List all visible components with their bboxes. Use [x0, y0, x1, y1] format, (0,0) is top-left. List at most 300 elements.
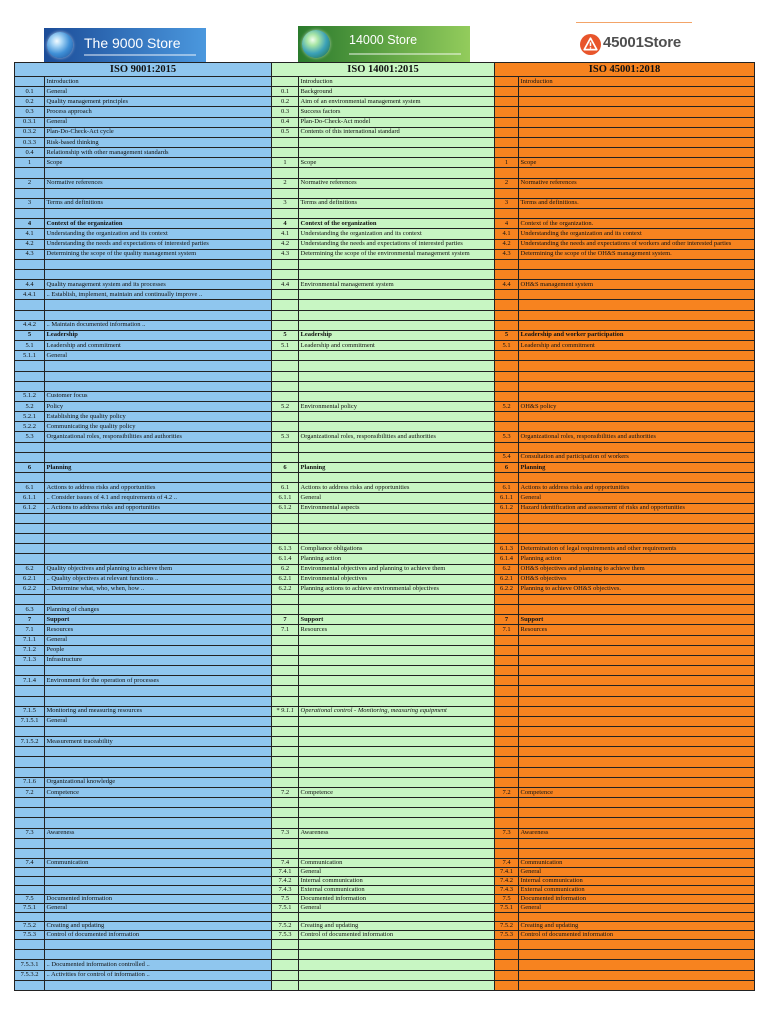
iso9001-clause-number: 0.3.3	[15, 138, 45, 148]
iso9001-clause-number	[15, 473, 45, 483]
iso9001-clause-title: Competence	[45, 788, 272, 798]
logo-tagline	[84, 54, 196, 56]
table-row	[15, 432, 755, 442]
iso45001-clause-number	[495, 443, 519, 453]
iso14001-clause-number: 0.2	[272, 97, 299, 107]
iso45001-clause-title	[519, 138, 755, 148]
iso45001-clause-title: Planning to achieve OH&S objectives.	[519, 585, 755, 595]
iso45001-clause-title	[519, 361, 755, 371]
iso45001-clause-number	[495, 768, 519, 778]
iso45001-clause-title	[519, 473, 755, 483]
iso45001-clause-number	[495, 656, 519, 666]
table-row	[15, 107, 755, 117]
iso9001-clause-title: General	[45, 351, 272, 361]
iso14001-clause-title: General	[299, 868, 495, 877]
iso45001-clause-title	[519, 757, 755, 767]
iso14001-clause-title	[299, 981, 495, 991]
table-row	[15, 392, 755, 402]
iso9001-clause-number	[15, 877, 45, 886]
iso45001-clause-title: Determination of legal requirements and other requirements	[519, 544, 755, 554]
iso45001-clause-title: Introduction	[519, 77, 755, 87]
iso9001-clause-number: 6.2	[15, 565, 45, 575]
table-row	[15, 554, 755, 564]
table-row	[15, 747, 755, 757]
iso14001-clause-title	[299, 757, 495, 767]
iso14001-clause-number	[272, 808, 299, 818]
iso14001-clause-title: Control of documented information	[299, 931, 495, 940]
table-row	[15, 290, 755, 300]
iso9001-clause-title: Planning of changes	[45, 605, 272, 615]
iso45001-clause-number: 7.5.3	[495, 931, 519, 940]
iso9001-clause-number	[15, 849, 45, 859]
iso14001-clause-number	[272, 717, 299, 727]
iso45001-clause-title: Normative references	[519, 179, 755, 189]
iso14001-clause-title	[299, 443, 495, 453]
iso9001-clause-title: Quality management principles	[45, 97, 272, 107]
iso45001-clause-title: Internal communication	[519, 877, 755, 886]
iso14001-clause-number	[272, 168, 299, 178]
iso45001-clause-number	[495, 168, 519, 178]
iso9001-clause-number	[15, 686, 45, 696]
iso9001-clause-number	[15, 697, 45, 707]
iso14001-clause-title	[299, 290, 495, 300]
iso45001-clause-title: Planning action	[519, 554, 755, 564]
iso9001-clause-title	[45, 534, 272, 544]
iso14001-clause-number	[272, 747, 299, 757]
iso14001-clause-number: 7	[272, 615, 299, 625]
iso14001-clause-number	[272, 798, 299, 808]
iso14001-clause-number	[272, 189, 299, 199]
iso45001-clause-number	[495, 118, 519, 128]
table-row	[15, 422, 755, 432]
iso9001-clause-title	[45, 877, 272, 886]
iso14001-header: ISO 14001:2015	[272, 63, 495, 77]
table-row	[15, 625, 755, 635]
iso9001-clause-number: 0.3.2	[15, 128, 45, 138]
table-row	[15, 331, 755, 341]
iso14001-clause-number: 4.3	[272, 250, 299, 260]
iso45001-clause-title	[519, 697, 755, 707]
iso45001-clause-number	[495, 382, 519, 392]
iso14001-clause-number: 7.5.1	[272, 904, 299, 913]
iso9001-clause-title: .. Determine what, who, when, how ..	[45, 585, 272, 595]
iso9001-clause-number: 5.1.2	[15, 392, 45, 402]
iso9001-clause-number: 4.4.2	[15, 321, 45, 331]
iso9001-clause-number: 7.1.5.2	[15, 737, 45, 747]
iso14001-clause-title	[299, 473, 495, 483]
iso45001-clause-number	[495, 372, 519, 382]
iso14001-clause-number: 7.4.2	[272, 877, 299, 886]
table-row	[15, 595, 755, 605]
iso45001-clause-number: 6.2.1	[495, 575, 519, 585]
iso45001-clause-number: 2	[495, 179, 519, 189]
iso9001-clause-title: Scope	[45, 158, 272, 168]
iso45001-clause-title	[519, 849, 755, 859]
logo-45001-store	[576, 22, 692, 61]
iso14001-clause-title	[299, 595, 495, 605]
iso14001-clause-number	[272, 768, 299, 778]
iso9001-clause-number	[15, 260, 45, 270]
iso45001-clause-number	[495, 300, 519, 310]
iso9001-clause-number: 0.2	[15, 97, 45, 107]
iso9001-clause-number	[15, 595, 45, 605]
iso45001-clause-number	[495, 514, 519, 524]
iso14001-clause-number	[272, 646, 299, 656]
table-row	[15, 676, 755, 686]
iso45001-clause-title	[519, 321, 755, 331]
iso45001-clause-title	[519, 168, 755, 178]
iso14001-clause-number	[272, 290, 299, 300]
iso45001-clause-number	[495, 290, 519, 300]
iso14001-clause-number: 6.2	[272, 565, 299, 575]
iso14001-clause-number	[272, 757, 299, 767]
iso9001-clause-title: Understanding the organization and its context	[45, 229, 272, 239]
iso45001-clause-number	[495, 808, 519, 818]
iso9001-clause-title	[45, 382, 272, 392]
iso14001-clause-title: Plan-Do-Check-Act model	[299, 118, 495, 128]
iso14001-clause-title	[299, 839, 495, 849]
iso9001-clause-number: 7.4	[15, 859, 45, 868]
iso9001-clause-title	[45, 453, 272, 463]
iso45001-clause-title: External communication	[519, 886, 755, 895]
table-row	[15, 168, 755, 178]
iso9001-clause-title: Plan-Do-Check-Act cycle	[45, 128, 272, 138]
iso9001-clause-title	[45, 768, 272, 778]
iso9001-clause-title: Communication	[45, 859, 272, 868]
iso9001-clause-title: Quality objectives and planning to achieve them	[45, 565, 272, 575]
iso9001-clause-title: Support	[45, 615, 272, 625]
iso9001-clause-title: Creating and updating	[45, 922, 272, 931]
iso9001-clause-number	[15, 727, 45, 737]
table-row	[15, 453, 755, 463]
iso9001-clause-number	[15, 886, 45, 895]
iso45001-clause-title: Understanding the needs and expectations of workers and other interested parties	[519, 240, 755, 250]
iso9001-clause-number: 7.5.1	[15, 904, 45, 913]
table-row	[15, 849, 755, 859]
logo-14000-store	[298, 26, 470, 62]
iso9001-clause-title	[45, 839, 272, 849]
iso9001-clause-number: 7.5.2	[15, 922, 45, 931]
iso9001-clause-title: Understanding the needs and expectations of interested parties	[45, 240, 272, 250]
iso9001-clause-title: Context of the organization	[45, 219, 272, 229]
iso9001-header: ISO 9001:2015	[15, 63, 272, 77]
iso45001-clause-number	[495, 666, 519, 676]
table-row	[15, 138, 755, 148]
iso45001-clause-title	[519, 260, 755, 270]
iso45001-clause-title	[519, 960, 755, 970]
iso9001-clause-number: 4	[15, 219, 45, 229]
logo-9000-store	[44, 28, 206, 62]
iso45001-clause-title: Understanding the organization and its context	[519, 229, 755, 239]
iso45001-clause-title	[519, 818, 755, 828]
iso45001-clause-number	[495, 950, 519, 960]
iso14001-clause-number: 0.4	[272, 118, 299, 128]
iso45001-clause-number	[495, 646, 519, 656]
iso9001-clause-title: General	[45, 904, 272, 913]
iso9001-clause-number: 5.1.1	[15, 351, 45, 361]
iso45001-clause-title: OH&S objectives	[519, 575, 755, 585]
iso14001-clause-title: Operational control - Monitoring, measuring equipment	[299, 707, 495, 717]
iso14001-clause-title	[299, 453, 495, 463]
iso9001-clause-title	[45, 473, 272, 483]
iso14001-clause-title: External communication	[299, 886, 495, 895]
iso9001-clause-number	[15, 808, 45, 818]
iso9001-clause-number	[15, 747, 45, 757]
iso9001-clause-title	[45, 260, 272, 270]
table-row	[15, 717, 755, 727]
logo-tagline	[349, 53, 461, 55]
iso45001-clause-number	[495, 717, 519, 727]
iso45001-clause-title	[519, 382, 755, 392]
iso45001-clause-title	[519, 950, 755, 960]
iso9001-clause-number: 7.1.5.1	[15, 717, 45, 727]
warning-triangle-icon	[580, 34, 601, 55]
iso14001-clause-number	[272, 595, 299, 605]
iso9001-clause-title: Environment for the operation of processes	[45, 676, 272, 686]
iso45001-clause-number: 6.2	[495, 565, 519, 575]
iso45001-clause-number	[495, 128, 519, 138]
iso14001-clause-number	[272, 372, 299, 382]
table-row	[15, 128, 755, 138]
iso9001-clause-title: Communicating the quality policy	[45, 422, 272, 432]
iso45001-clause-number: 6.1.4	[495, 554, 519, 564]
iso14001-clause-number	[272, 392, 299, 402]
iso45001-clause-number	[495, 737, 519, 747]
iso45001-clause-number: 1	[495, 158, 519, 168]
table-body	[15, 77, 755, 991]
iso9001-clause-title: Process approach	[45, 107, 272, 117]
iso45001-clause-number: 4	[495, 219, 519, 229]
table-row	[15, 240, 755, 250]
iso14001-clause-number: 6.1.4	[272, 554, 299, 564]
iso14001-clause-title: Background	[299, 87, 495, 97]
iso14001-clause-title: Communication	[299, 859, 495, 868]
iso45001-clause-title	[519, 372, 755, 382]
iso45001-clause-number	[495, 676, 519, 686]
iso9001-clause-number	[15, 839, 45, 849]
iso45001-clause-title	[519, 290, 755, 300]
table-row	[15, 839, 755, 849]
iso9001-clause-number: 0.3.1	[15, 118, 45, 128]
iso45001-clause-number	[495, 351, 519, 361]
iso14001-clause-number	[272, 950, 299, 960]
iso45001-clause-number: 5.3	[495, 432, 519, 442]
table-row	[15, 565, 755, 575]
iso14001-clause-number: 2	[272, 179, 299, 189]
iso14001-clause-number	[272, 534, 299, 544]
iso14001-clause-title	[299, 768, 495, 778]
table-row	[15, 361, 755, 371]
table-row	[15, 737, 755, 747]
iso9001-clause-title	[45, 189, 272, 199]
table-row	[15, 615, 755, 625]
iso45001-clause-number: 7	[495, 615, 519, 625]
iso9001-clause-number	[15, 382, 45, 392]
iso9001-clause-title	[45, 372, 272, 382]
iso45001-clause-number: 7.4.2	[495, 877, 519, 886]
iso45001-clause-title	[519, 768, 755, 778]
iso45001-clause-number: 7.4.1	[495, 868, 519, 877]
iso45001-clause-number: 6	[495, 463, 519, 473]
iso9001-clause-title	[45, 757, 272, 767]
iso14001-clause-title	[299, 382, 495, 392]
iso9001-clause-number: 7.5.3.1	[15, 960, 45, 970]
iso9001-clause-title	[45, 981, 272, 991]
iso45001-clause-number	[495, 707, 519, 717]
iso14001-clause-title: Determining the scope of the environmental management system	[299, 250, 495, 260]
table-row	[15, 209, 755, 219]
iso45001-clause-number: 7.4	[495, 859, 519, 868]
iso14001-clause-title	[299, 412, 495, 422]
iso45001-clause-title	[519, 717, 755, 727]
iso14001-clause-number: 4.4	[272, 280, 299, 290]
table-row	[15, 895, 755, 904]
iso45001-clause-title: Resources	[519, 625, 755, 635]
iso9001-clause-number	[15, 300, 45, 310]
iso9001-clause-number	[15, 913, 45, 922]
table-row	[15, 697, 755, 707]
iso9001-clause-number: 7.5.3.2	[15, 971, 45, 981]
iso45001-clause-title	[519, 971, 755, 981]
iso45001-clause-title	[519, 595, 755, 605]
iso45001-clause-number	[495, 534, 519, 544]
iso45001-clause-number	[495, 392, 519, 402]
iso45001-clause-number	[495, 940, 519, 950]
iso45001-clause-number	[495, 189, 519, 199]
iso14001-clause-title	[299, 697, 495, 707]
iso9001-clause-number: 7.1.1	[15, 636, 45, 646]
iso14001-clause-number: 6.1.1	[272, 493, 299, 503]
iso9001-clause-number: 7.1.6	[15, 778, 45, 788]
iso9001-clause-number: 0.1	[15, 87, 45, 97]
iso9001-clause-number: 7	[15, 615, 45, 625]
iso45001-clause-title: Leadership and worker participation	[519, 331, 755, 341]
iso45001-clause-number	[495, 107, 519, 117]
table-row	[15, 372, 755, 382]
iso14001-clause-title	[299, 311, 495, 321]
iso9001-clause-title	[45, 544, 272, 554]
iso14001-clause-title	[299, 849, 495, 859]
iso9001-clause-title	[45, 361, 272, 371]
iso9001-clause-number: 5	[15, 331, 45, 341]
iso9001-clause-title	[45, 168, 272, 178]
iso45001-clause-number: 5	[495, 331, 519, 341]
iso45001-clause-number	[495, 971, 519, 981]
iso9001-clause-number	[15, 981, 45, 991]
table-row	[15, 768, 755, 778]
iso9001-clause-title: Resources	[45, 625, 272, 635]
iso14001-clause-number: 5.2	[272, 402, 299, 412]
iso14001-clause-title: Terms and definitions	[299, 199, 495, 209]
iso14001-clause-title	[299, 717, 495, 727]
iso9001-clause-title: Introduction	[45, 77, 272, 87]
iso45001-clause-number: 7.5	[495, 895, 519, 904]
iso9001-clause-number: 7.5.3	[15, 931, 45, 940]
iso45001-clause-title: Consultation and participation of workers	[519, 453, 755, 463]
iso45001-clause-number	[495, 77, 519, 87]
iso14001-clause-number	[272, 361, 299, 371]
iso14001-clause-number: 0.3	[272, 107, 299, 117]
iso14001-clause-title: Environmental objectives and planning to achieve them	[299, 565, 495, 575]
iso14001-clause-title: Awareness	[299, 829, 495, 839]
iso9001-clause-number: 7.1.5	[15, 707, 45, 717]
iso14001-clause-title	[299, 636, 495, 646]
iso14001-clause-title: Planning	[299, 463, 495, 473]
iso45001-clause-number	[495, 605, 519, 615]
iso14001-clause-number	[272, 656, 299, 666]
iso14001-clause-number	[272, 818, 299, 828]
iso14001-clause-number	[272, 524, 299, 534]
iso14001-clause-title: Internal communication	[299, 877, 495, 886]
iso14001-clause-title	[299, 361, 495, 371]
iso45001-clause-title: Organizational roles, responsibilities and authorities	[519, 432, 755, 442]
iso45001-header: ISO 45001:2018	[495, 63, 755, 77]
iso14001-clause-number: 6.2.1	[272, 575, 299, 585]
iso9001-clause-title	[45, 727, 272, 737]
iso14001-clause-title: Success factors	[299, 107, 495, 117]
iso45001-clause-number: 7.3	[495, 829, 519, 839]
iso14001-clause-number: 4.2	[272, 240, 299, 250]
iso9001-clause-title	[45, 849, 272, 859]
iso9001-clause-number: 7.3	[15, 829, 45, 839]
iso14001-clause-title: Competence	[299, 788, 495, 798]
table-row	[15, 656, 755, 666]
table-row	[15, 950, 755, 960]
iso9001-clause-number: 5.2	[15, 402, 45, 412]
iso45001-clause-title	[519, 778, 755, 788]
iso14001-clause-number: 6.1	[272, 483, 299, 493]
iso9001-clause-number: 6.2.1	[15, 575, 45, 585]
iso14001-clause-number: 5.1	[272, 341, 299, 351]
iso45001-clause-number	[495, 422, 519, 432]
table-row	[15, 280, 755, 290]
iso14001-clause-title	[299, 168, 495, 178]
table-row	[15, 250, 755, 260]
iso45001-clause-title	[519, 148, 755, 158]
iso9001-clause-title: General	[45, 118, 272, 128]
iso14001-clause-title	[299, 818, 495, 828]
iso9001-clause-number: 4.4.1	[15, 290, 45, 300]
iso9001-clause-number: 5.3	[15, 432, 45, 442]
iso14001-clause-number	[272, 300, 299, 310]
iso45001-clause-number	[495, 87, 519, 97]
iso45001-clause-number: 4.2	[495, 240, 519, 250]
iso9001-clause-number	[15, 443, 45, 453]
iso9001-clause-number: 7.1	[15, 625, 45, 635]
iso14001-clause-number	[272, 77, 299, 87]
iso14001-clause-title	[299, 300, 495, 310]
iso14001-clause-title: Compliance obligations	[299, 544, 495, 554]
iso9001-clause-title: Customer focus	[45, 392, 272, 402]
iso9001-clause-number	[15, 524, 45, 534]
iso9001-clause-title: .. Consider issues of 4.1 and requirements of 4.2 ..	[45, 493, 272, 503]
iso14001-clause-title	[299, 189, 495, 199]
table-row	[15, 341, 755, 351]
globe-icon	[47, 32, 73, 58]
iso14001-clause-title	[299, 940, 495, 950]
iso45001-clause-title: Scope	[519, 158, 755, 168]
iso45001-clause-number	[495, 148, 519, 158]
iso45001-clause-title: Hazard identification and assessment of risks and opportunities	[519, 504, 755, 514]
iso45001-clause-title	[519, 737, 755, 747]
table-row	[15, 351, 755, 361]
iso14001-clause-title	[299, 950, 495, 960]
iso45001-clause-number	[495, 697, 519, 707]
iso9001-clause-title	[45, 913, 272, 922]
iso14001-clause-title	[299, 514, 495, 524]
iso45001-clause-title: OH&S management system	[519, 280, 755, 290]
iso9001-clause-number: 7.1.4	[15, 676, 45, 686]
